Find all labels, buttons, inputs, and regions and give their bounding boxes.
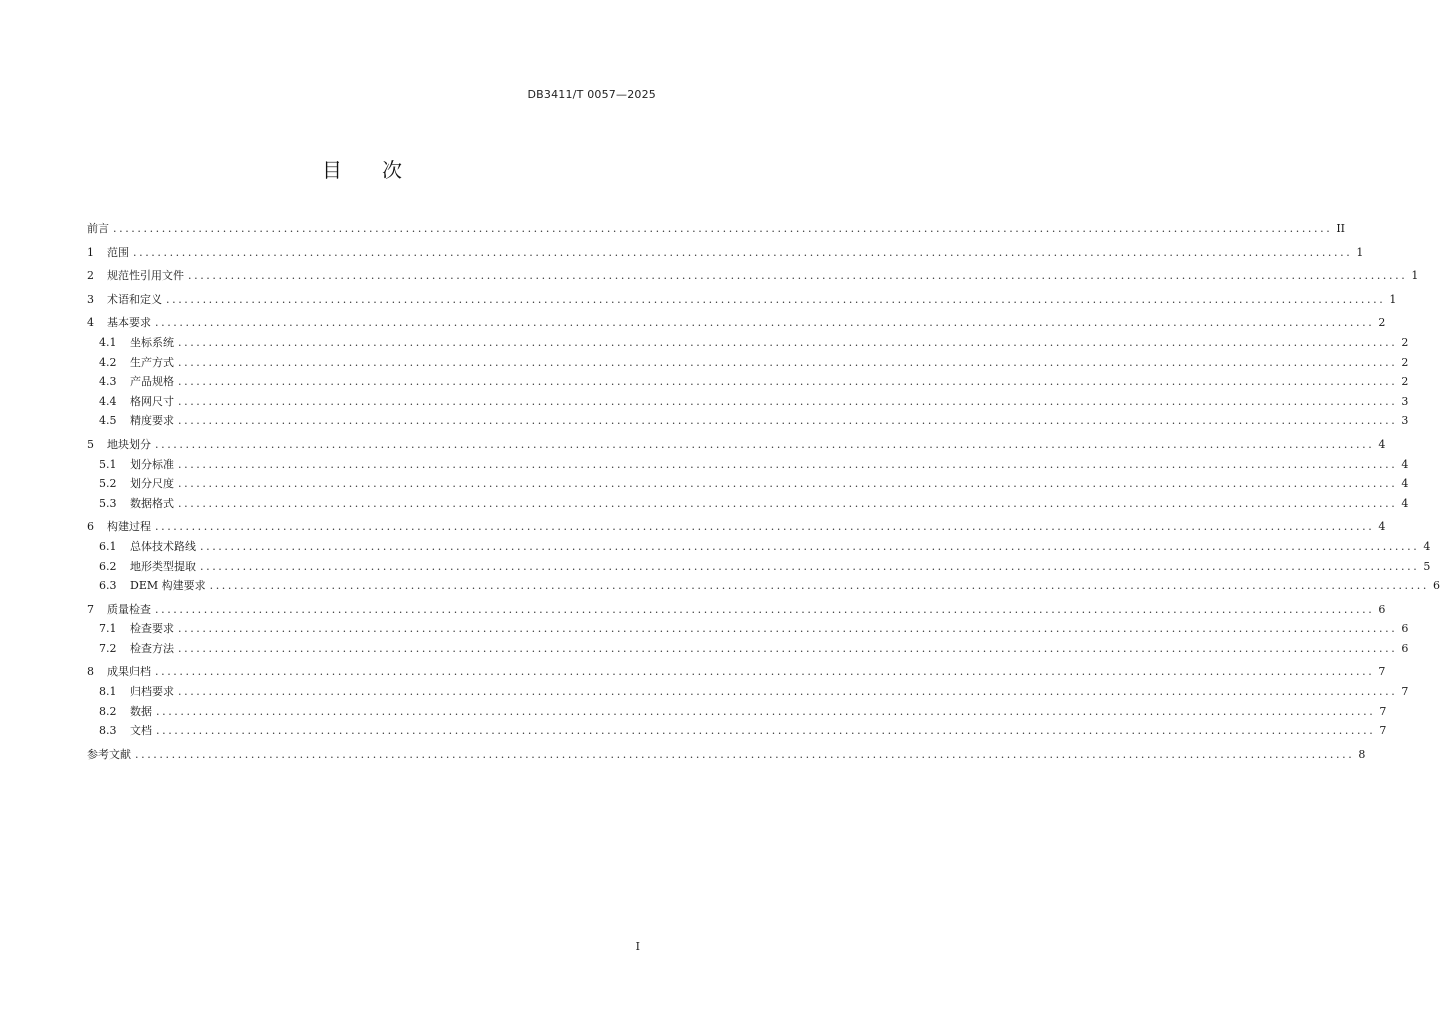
toc-entry-number: 4.5 bbox=[99, 414, 117, 428]
toc-entry-label: 规范性引用文件 bbox=[107, 269, 184, 283]
toc-entry[interactable] bbox=[87, 266, 1419, 286]
toc-entry-number: 5.3 bbox=[99, 496, 117, 510]
toc-dot-leader: ........................................................................................................................................................................................................ bbox=[135, 747, 1355, 761]
toc-entry-label: 地块划分 bbox=[107, 437, 151, 451]
toc-dot-leader: ........................................................................................................................................................................................................ bbox=[178, 622, 1398, 636]
toc-title bbox=[0, 154, 724, 183]
toc-subentry[interactable] bbox=[87, 353, 1409, 373]
toc-entry[interactable] bbox=[87, 745, 1366, 765]
toc-entry[interactable] bbox=[87, 600, 1386, 620]
toc-entry-label: 产品规格 bbox=[130, 375, 174, 389]
toc-subentry[interactable] bbox=[87, 333, 1409, 353]
toc-dot-leader: ........................................................................................................................................................................................................ bbox=[178, 375, 1398, 389]
toc-entry-number: 4 bbox=[87, 316, 94, 330]
toc-entry-page: 6 bbox=[1378, 602, 1386, 616]
toc-dot-leader: ........................................................................................................................................................................................................ bbox=[156, 724, 1376, 738]
toc-entry-page: 1 bbox=[1411, 269, 1419, 283]
toc-entry-page: 4 bbox=[1378, 437, 1386, 451]
toc-entry-number: 6.2 bbox=[99, 559, 117, 573]
toc-entry-page: 7 bbox=[1379, 724, 1387, 738]
toc-dot-leader: ........................................................................................................................................................................................................ bbox=[200, 539, 1420, 553]
toc-entry[interactable] bbox=[87, 313, 1386, 333]
toc-entry-number: 7.2 bbox=[99, 641, 117, 655]
toc-entry[interactable] bbox=[87, 662, 1386, 682]
toc-subentry[interactable] bbox=[87, 702, 1387, 722]
toc-entry-page: 2 bbox=[1378, 316, 1386, 330]
toc-entry-label: 范围 bbox=[107, 245, 129, 259]
toc-subentry[interactable] bbox=[87, 639, 1409, 659]
toc-entry-label: 基本要求 bbox=[107, 316, 151, 330]
toc-entry-number: 7 bbox=[87, 602, 94, 616]
toc-dot-leader: ........................................................................................................................................................................................................ bbox=[209, 579, 1429, 593]
toc-dot-leader: ........................................................................................................................................................................................................ bbox=[178, 355, 1398, 369]
toc-entry-page: 2 bbox=[1401, 375, 1409, 389]
toc-entry-number: 6 bbox=[87, 520, 94, 534]
toc-dot-leader: ........................................................................................................................................................................................................ bbox=[178, 477, 1398, 491]
toc-entry-label: 数据 bbox=[130, 704, 152, 718]
toc-entry-page: 4 bbox=[1401, 496, 1409, 510]
toc-dot-leader: ........................................................................................................................................................................................................ bbox=[113, 222, 1333, 235]
toc-subentry[interactable] bbox=[87, 411, 1409, 431]
toc-entry-number: 8.2 bbox=[99, 704, 117, 718]
toc-dot-leader: ........................................................................................................................................................................................................ bbox=[155, 520, 1375, 534]
toc-entry-page: 4 bbox=[1401, 477, 1409, 491]
toc-subentry[interactable] bbox=[87, 372, 1409, 392]
toc-dot-leader: ........................................................................................................................................................................................................ bbox=[178, 685, 1398, 699]
toc-dot-leader: ........................................................................................................................................................................................................ bbox=[178, 414, 1398, 428]
toc-entry-number: 4.3 bbox=[99, 375, 117, 389]
toc-entry-page: 4 bbox=[1401, 457, 1409, 471]
toc-entry-number: 5.2 bbox=[99, 477, 117, 491]
toc-dot-leader: ........................................................................................................................................................................................................ bbox=[178, 641, 1398, 655]
toc-entry-number: 8 bbox=[87, 665, 94, 679]
toc-entry-label: 参考文献 bbox=[87, 747, 131, 761]
table-of-contents bbox=[87, 219, 1440, 764]
toc-subentry[interactable] bbox=[87, 682, 1409, 702]
toc-entry-label: 文档 bbox=[130, 724, 152, 738]
toc-entry-number: 4.2 bbox=[99, 355, 117, 369]
toc-subentry[interactable] bbox=[87, 494, 1409, 514]
toc-entry-page: 1 bbox=[1356, 245, 1364, 259]
toc-entry-label: 生产方式 bbox=[130, 355, 174, 369]
toc-entry-page: 7 bbox=[1401, 685, 1409, 699]
toc-subentry[interactable] bbox=[87, 537, 1431, 557]
toc-dot-leader: ........................................................................................................................................................................................................ bbox=[155, 665, 1375, 679]
toc-entry-label: 精度要求 bbox=[130, 414, 174, 428]
toc-entry-label: 构建过程 bbox=[107, 520, 151, 534]
toc-entry-page: II bbox=[1336, 222, 1346, 235]
toc-entry-label: 总体技术路线 bbox=[130, 539, 196, 553]
toc-entry-label: 检查要求 bbox=[130, 622, 174, 636]
toc-entry-number: 2 bbox=[87, 269, 94, 283]
toc-entry-page: 2 bbox=[1401, 335, 1409, 349]
toc-dot-leader: ........................................................................................................................................................................................................ bbox=[166, 292, 1386, 306]
toc-entry[interactable] bbox=[87, 290, 1397, 310]
toc-entry-page: 4 bbox=[1378, 520, 1386, 534]
document-code: DB3411/T 0057—2025 bbox=[527, 88, 656, 101]
toc-entry-label: DEM 构建要求 bbox=[130, 579, 206, 593]
toc-entry-page: 3 bbox=[1401, 414, 1409, 428]
toc-entry[interactable] bbox=[87, 243, 1364, 263]
toc-entry-label: 划分标准 bbox=[130, 457, 174, 471]
toc-subentry[interactable] bbox=[87, 455, 1409, 475]
toc-entry-number: 3 bbox=[87, 292, 94, 306]
toc-title-part1: 目 bbox=[322, 158, 342, 182]
toc-dot-leader: ........................................................................................................................................................................................................ bbox=[178, 496, 1398, 510]
toc-entry-page: 6 bbox=[1401, 622, 1409, 636]
toc-entry[interactable] bbox=[87, 517, 1386, 537]
toc-entry-label: 坐标系统 bbox=[130, 335, 174, 349]
toc-entry-number: 4.4 bbox=[99, 394, 117, 408]
toc-subentry[interactable] bbox=[87, 576, 1440, 596]
toc-entry-page: 2 bbox=[1401, 355, 1409, 369]
toc-dot-leader: ........................................................................................................................................................................................................ bbox=[178, 394, 1398, 408]
toc-entry-number: 6.1 bbox=[99, 539, 117, 553]
toc-entry-label: 术语和定义 bbox=[107, 292, 162, 306]
toc-entry-page: 6 bbox=[1401, 641, 1409, 655]
toc-entry-label: 前言 bbox=[87, 222, 109, 235]
toc-entry-label: 地形类型提取 bbox=[130, 559, 196, 573]
toc-entry-page: 3 bbox=[1401, 394, 1409, 408]
toc-entry-page: 8 bbox=[1358, 747, 1366, 761]
toc-entry-number: 6.3 bbox=[99, 579, 117, 593]
toc-subentry[interactable] bbox=[87, 474, 1409, 494]
toc-subentry[interactable] bbox=[87, 721, 1387, 741]
toc-entry-number: 7.1 bbox=[99, 622, 117, 636]
toc-title-part2: 次 bbox=[382, 158, 402, 182]
toc-entry[interactable] bbox=[87, 435, 1386, 455]
toc-entry-label: 格网尺寸 bbox=[130, 394, 174, 408]
toc-dot-leader: ........................................................................................................................................................................................................ bbox=[178, 457, 1398, 471]
toc-dot-leader: ........................................................................................................................................................................................................ bbox=[156, 704, 1376, 718]
page-number: I bbox=[635, 940, 640, 953]
toc-subentry[interactable] bbox=[87, 557, 1431, 577]
toc-subentry[interactable] bbox=[87, 619, 1409, 639]
toc-entry-number: 8.1 bbox=[99, 685, 117, 699]
toc-entry-label: 归档要求 bbox=[130, 685, 174, 699]
toc-entry-page: 1 bbox=[1389, 292, 1397, 306]
toc-entry-page: 6 bbox=[1432, 579, 1440, 593]
toc-entry-label: 成果归档 bbox=[107, 665, 151, 679]
toc-dot-leader: ........................................................................................................................................................................................................ bbox=[178, 335, 1398, 349]
toc-entry-number: 4.1 bbox=[99, 335, 117, 349]
toc-entry-number: 1 bbox=[87, 245, 94, 259]
toc-entry-number: 8.3 bbox=[99, 724, 117, 738]
toc-entry-page: 4 bbox=[1423, 539, 1431, 553]
toc-entry[interactable] bbox=[87, 219, 1346, 239]
toc-subentry[interactable] bbox=[87, 392, 1409, 412]
toc-entry-label: 质量检查 bbox=[107, 602, 151, 616]
toc-dot-leader: ........................................................................................................................................................................................................ bbox=[133, 245, 1353, 259]
toc-dot-leader: ........................................................................................................................................................................................................ bbox=[200, 559, 1420, 573]
toc-dot-leader: ........................................................................................................................................................................................................ bbox=[188, 269, 1408, 283]
toc-entry-number: 5 bbox=[87, 437, 94, 451]
toc-entry-number: 5.1 bbox=[99, 457, 117, 471]
toc-entry-label: 划分尺度 bbox=[130, 477, 174, 491]
toc-entry-label: 数据格式 bbox=[130, 496, 174, 510]
toc-entry-page: 7 bbox=[1379, 704, 1387, 718]
toc-dot-leader: ........................................................................................................................................................................................................ bbox=[155, 602, 1375, 616]
toc-dot-leader: ........................................................................................................................................................................................................ bbox=[155, 316, 1375, 330]
toc-dot-leader: ........................................................................................................................................................................................................ bbox=[155, 437, 1375, 451]
toc-entry-page: 7 bbox=[1378, 665, 1386, 679]
toc-entry-page: 5 bbox=[1423, 559, 1431, 573]
toc-entry-label: 检查方法 bbox=[130, 641, 174, 655]
